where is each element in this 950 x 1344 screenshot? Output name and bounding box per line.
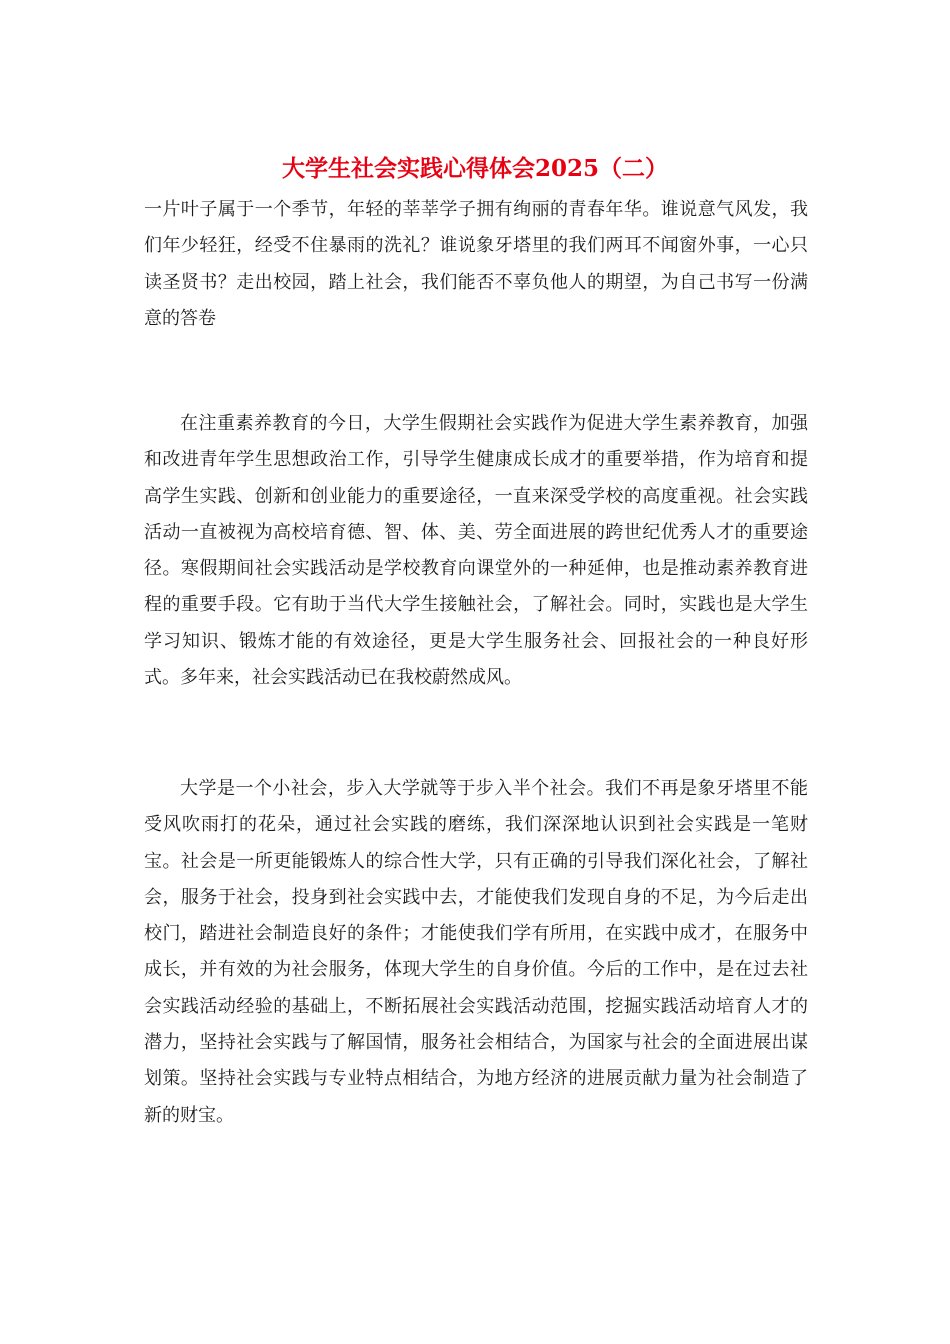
document-title: 大学生社会实践心得体会2025（二） [281,155,668,182]
body-paragraph-2: 大学是一个小社会，步入大学就等于步入半个社会。我们不再是象牙塔里不能受风吹雨打的花朵，通过社会实践的磨练，我们深深地认识到社会实践是一笔财宝。社会是一所更能锻炼人的综合性大学，只有正确的引导我们深化社会，了解社会，服务于社会，投身到社会实践中去，才能使我们发现自身的不足，为今后走出校门，踏进社会制造良好的条件；才能使我们学有所用，在实践中成才，在服务中成长，并有效的为社会服务，体现大学生的自身价值。今后的工作中，是在过去社会实践活动经验的基础上，不断拓展社会实践活动范围，挖掘实践活动培育人才的潜力，坚持社会实践与了解国情，服务社会相结合，为国家与社会的全面进展出谋划策。坚持社会实践与专业特点相结合，为地方经济的进展贡献力量为社会制造了新的财宝。 [144,778,808,1126]
body-paragraph-1: 在注重素养教育的今日，大学生假期社会实践作为促进大学生素养教育，加强和改进青年学生思想政治工作，引导学生健康成长成才的重要举措，作为培育和提高学生实践、创新和创业能力的重要途径，一直来深受学校的高度重视。社会实践活动一直被视为高校培育德、智、体、美、劳全面进展的跨世纪优秀人才的重要途径。寒假期间社会实践活动是学校教育向课堂外的一种延伸，也是推动素养教育进程的重要手段。它有助于当代大学生接触社会，了解社会。同时，实践也是大学生学习知识、锻炼才能的有效途径，更是大学生服务社会、回报社会的一种良好形式。多年来，社会实践活动已在我校蔚然成风。 [144,413,808,689]
intro-paragraph: 一片叶子属于一个季节，年轻的莘莘学子拥有绚丽的青春年华。谁说意气风发，我们年少轻狂，经受不住暴雨的洗礼？谁说象牙塔里的我们两耳不闻窗外事，一心只读圣贤书？走出校园，踏上社会，我们能否不辜负他人的期望，为自己书写一份满意的答卷 [144,199,808,329]
